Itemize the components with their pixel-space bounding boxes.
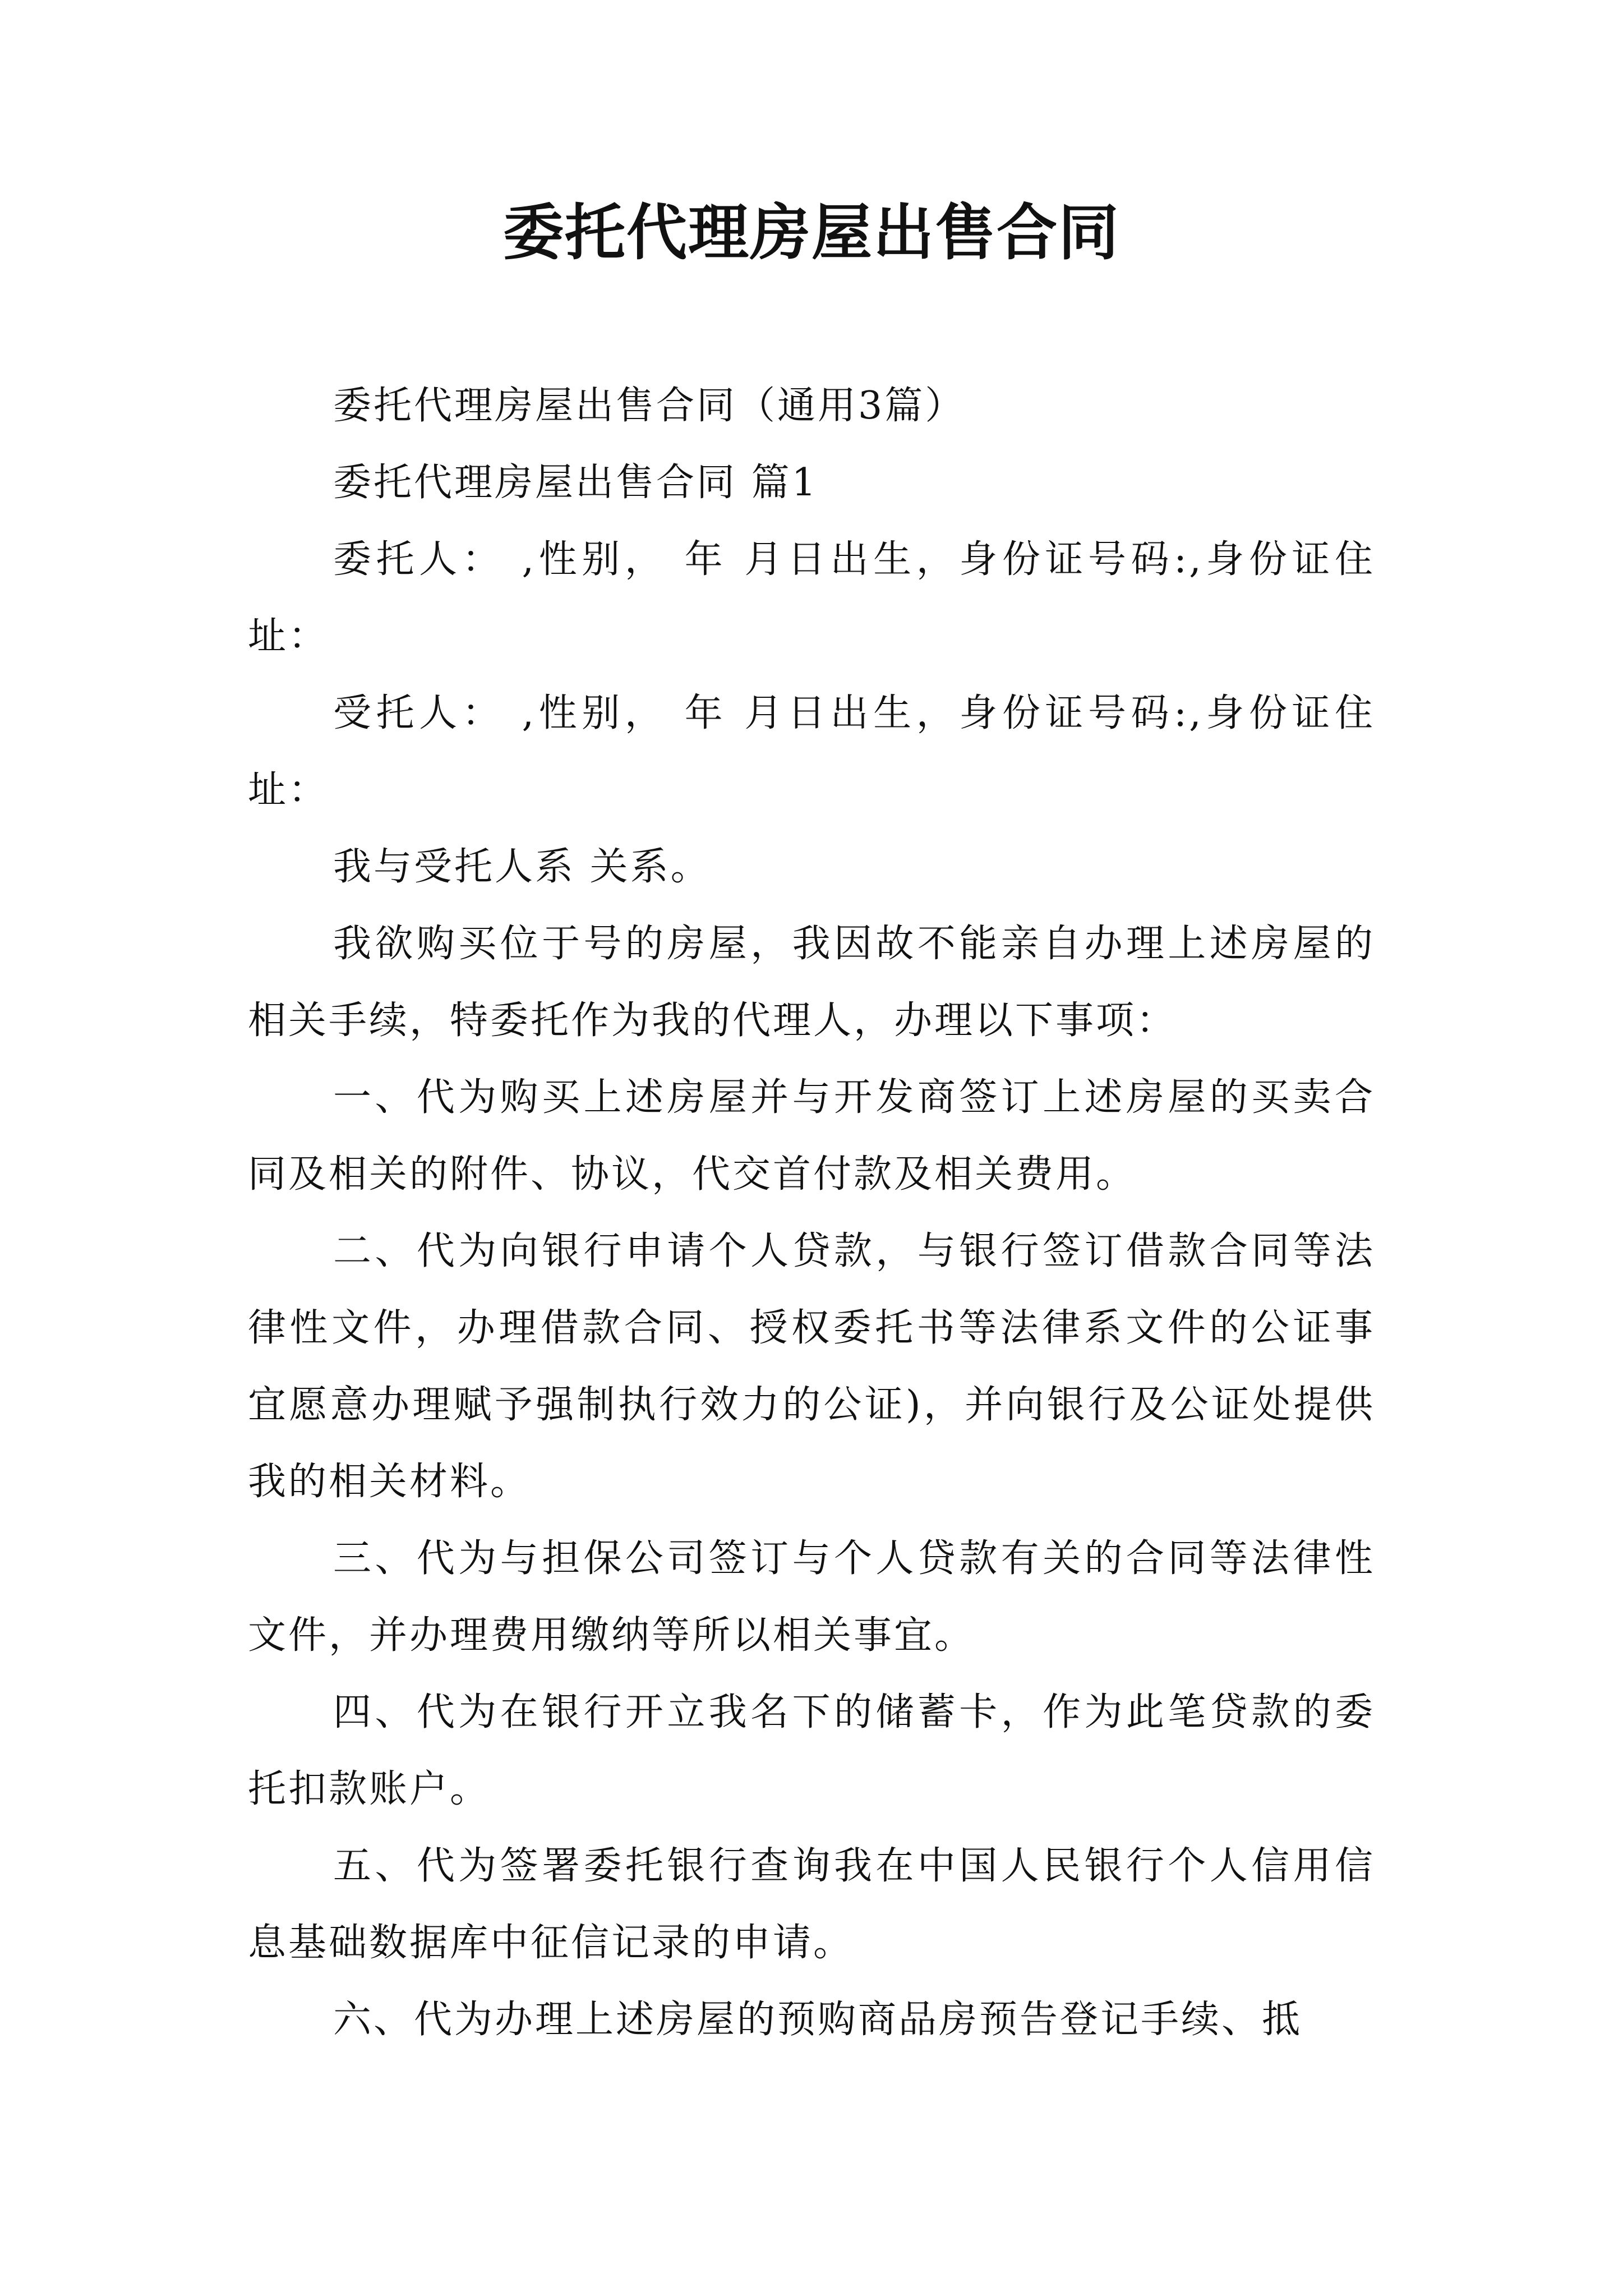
paragraph-item-6: 六、代为办理上述房屋的预购商品房预告登记手续、抵 xyxy=(333,1998,1303,2042)
paragraph-item-4: 四、代为在银行开立我名下的储蓄卡，作为此笔贷款的委托扣款账户。 xyxy=(248,1690,1375,1811)
paragraph-item-1: 一、代为购买上述房屋并与开发商签订上述房屋的买卖合同及相关的附件、协议，代交首付款及相关费用。 xyxy=(248,1075,1375,1197)
paragraph-agent: 受托人： ,性别， 年 月日出生，身份证号码:,身份证住址： xyxy=(248,691,1375,812)
paragraph-item-5: 五、代为签署委托银行查询我在中国人民银行个人信用信息基础数据库中征信记录的申请。 xyxy=(248,1844,1375,1965)
paragraph-subtitle: 委托代理房屋出售合同（通用3篇） xyxy=(333,384,966,428)
paragraph-purpose: 我欲购买位于号的房屋，我因故不能亲自办理上述房屋的相关手续，特委托作为我的代理人，办理以下事项： xyxy=(248,922,1375,1043)
paragraph-principal: 委托人： ,性别， 年 月日出生，身份证号码:,身份证住址： xyxy=(248,537,1375,659)
paragraph-item-3: 三、代为与担保公司签订与个人贷款有关的合同等法律性文件，并办理费用缴纳等所以相关事宜。 xyxy=(248,1536,1375,1658)
paragraph-section-heading: 委托代理房屋出售合同 篇1 xyxy=(333,461,818,505)
paragraph-relationship: 我与受托人系 关系。 xyxy=(333,845,711,889)
document-title: 委托代理房屋出售合同 xyxy=(502,197,1120,268)
paragraph-item-2: 二、代为向银行申请个人贷款，与银行签订借款合同等法律性文件，办理借款合同、授权委托书等法律系文件的公证事宜愿意办理赋予强制执行效力的公证)，并向银行及公证处提供我的相关材料。 xyxy=(248,1229,1375,1504)
document-body xyxy=(248,367,1375,2058)
